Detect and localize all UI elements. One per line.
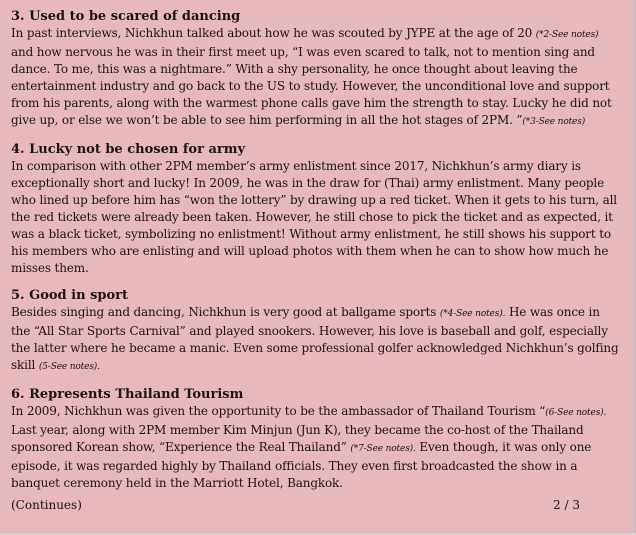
note-reference: (*7-See notes).: [350, 444, 416, 454]
article-body: [11, 8, 622, 492]
note-reference: (5-See notes).: [38, 362, 100, 372]
continues-label: (Continues): [11, 498, 82, 512]
page-number: 2 / 3: [553, 498, 580, 512]
paragraph-text: He was once in the “All Star Sports Carnival” and played snookers. However, his love is baseball and golf, especially the latter where he became a manic. Even some professional golfer acknowledged Nichkhun’s golfing skill: [11, 305, 619, 372]
paragraph-text: Last year, along with 2PM member Kim Minjun (Jun K), they became the co-host of the Thailand sponsored Korean show, “Experience the Real Thailand”: [11, 423, 584, 454]
note-reference: (*2-See notes): [535, 30, 599, 40]
section: [11, 141, 622, 277]
section: [11, 287, 622, 376]
note-reference: (*4-See notes).: [439, 309, 506, 319]
paragraph-text: Besides singing and dancing, Nichkhun is very good at ballgame sports: [11, 305, 440, 319]
paragraph-text: In comparison with other 2PM member’s army enlistment since 2017, Nichkhun’s army diary is exceptionally short and lucky! In 2009, he was in the draw for (Thai) army enlistment. Many people who lined up before him has “won the lottery” by drawing up a red ticket. When it gets to his turn, all the red tickets were already been taken. However, he still chose to pick the ticket and as expected, it was a black ticket, symbolizing no enlistment! Without army enlistment, he still shows his support to his members who are enlisting and will upload photos with them when he can to show how much he misses them.: [11, 159, 617, 275]
section-paragraph: [11, 158, 622, 277]
section-heading: 6. Represents Thailand Tourism: [11, 387, 244, 402]
section-heading: 5. Good in sport: [11, 288, 129, 303]
paragraph-text: Even though, it was only one episode, it was regarded highly by Thailand officials. They even first broadcasted the show in a banquet ceremony held in the Marriott Hotel, Bangkok.: [11, 440, 592, 490]
section-paragraph: [11, 304, 622, 376]
section-heading: 4. Lucky not be chosen for army: [11, 142, 246, 157]
note-reference: (6-See notes).: [545, 408, 607, 418]
paragraph-text: In 2009, Nichkhun was given the opportunity to be the ambassador of Thailand Tourism “: [11, 404, 546, 418]
section-paragraph: [11, 25, 622, 131]
paragraph-text: In past interviews, Nichkhun talked about how he was scouted by JYPE at the age of 20: [11, 26, 536, 40]
page-footer: [11, 497, 580, 514]
note-reference: (*3-See notes): [522, 117, 586, 127]
paragraph-text: and how nervous he was in their first meet up, “I was even scared to talk, not to mention sing and dance. To me, this was a nightmare.” With a shy personality, he once thought about leaving the entertainment industry and go back to the US to study. However, the unconditional love and support from his parents, along with the warmest phone calls gave him the strength to stay. Lucky he did not give up, or else we won’t be able to see him performing in all the hot stages of 2PM. ”: [11, 45, 612, 127]
section: [11, 386, 622, 492]
section-paragraph: [11, 403, 622, 492]
section-heading: 3. Used to be scared of dancing: [11, 9, 241, 24]
section: [11, 8, 622, 131]
